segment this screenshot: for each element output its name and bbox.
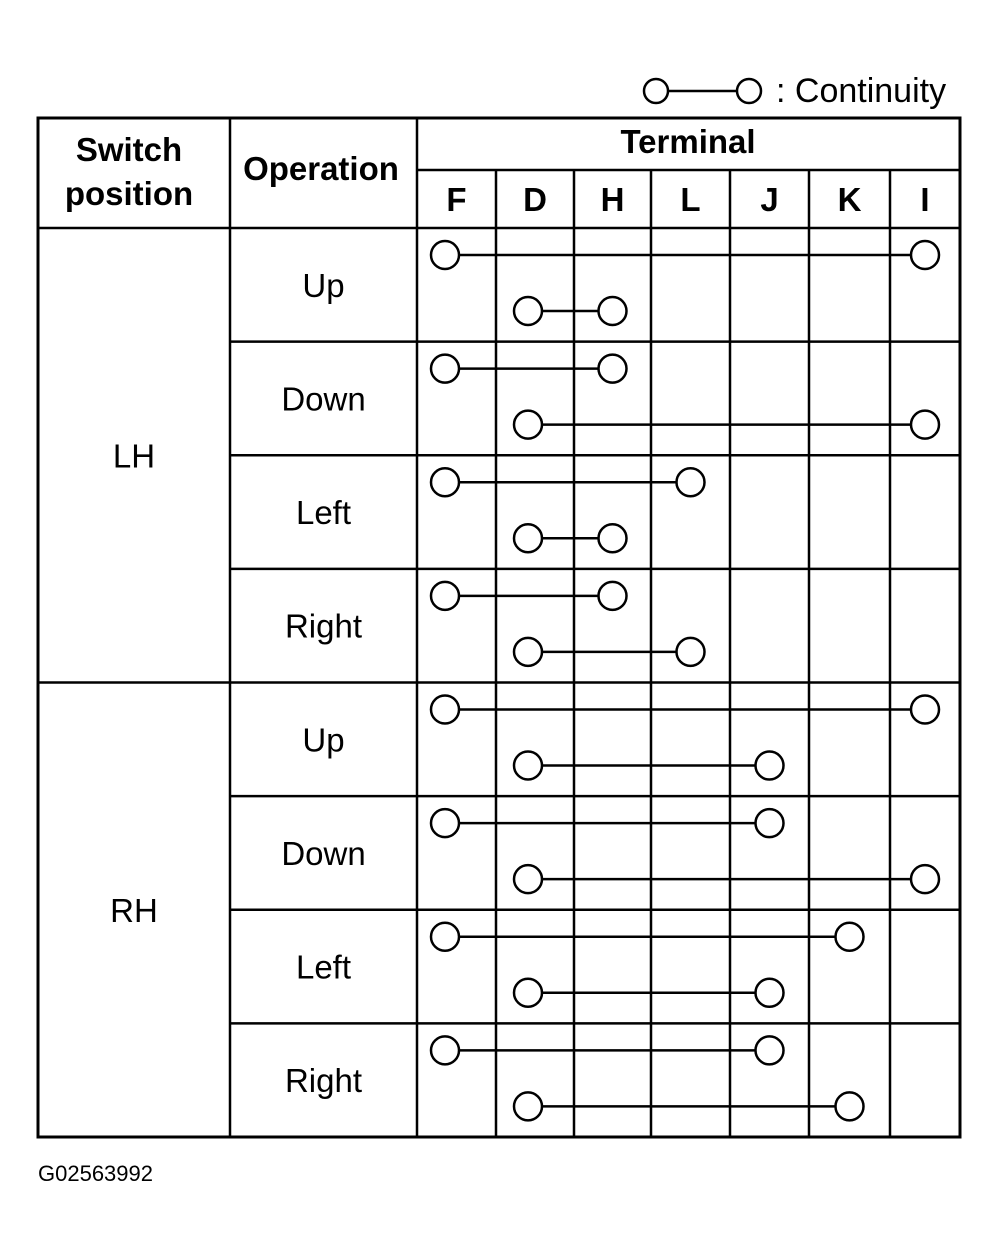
terminal-label-h: H (600, 181, 625, 218)
continuity-lh-up-f-i (431, 241, 939, 269)
operation-label-up: Up (302, 266, 345, 304)
switch-position-header-line1: Switch (75, 131, 183, 168)
terminal-node-i (911, 865, 939, 893)
continuity-rh-up-d-j (514, 752, 784, 780)
operation-label-left: Left (295, 494, 352, 532)
table-frame (38, 118, 960, 1137)
terminal-node-d (514, 638, 542, 666)
operation-label-right: Right (284, 1062, 363, 1100)
terminal-node-j (756, 979, 784, 1007)
continuity-rh-left-d-j (514, 979, 784, 1007)
continuity-lh-left-f-l (431, 468, 705, 496)
continuity-connections (431, 241, 939, 1120)
figure-code: G02563992 (38, 1161, 153, 1186)
switch-position-rh: RH (110, 891, 158, 929)
terminal-node-l (677, 638, 705, 666)
terminal-node-f (431, 696, 459, 724)
operation-label-down: Down (281, 380, 366, 418)
continuity-rh-up-f-i (431, 696, 939, 724)
terminal-node-j (756, 809, 784, 837)
terminal-node-d (514, 524, 542, 552)
continuity-symbol-icon (644, 79, 761, 103)
terminal-node-f (431, 468, 459, 496)
terminal-node-f (431, 355, 459, 383)
terminal-node-f (431, 1036, 459, 1064)
terminal-node-l (677, 468, 705, 496)
operation-label-down: Down (281, 834, 366, 872)
continuity-lh-down-f-h (431, 355, 627, 383)
terminal-node-i (911, 241, 939, 269)
operation-label-up: Up (302, 721, 345, 759)
terminal-node-k (836, 1092, 864, 1120)
terminal-label-j: J (760, 181, 779, 218)
continuity-lh-right-f-h (431, 582, 627, 610)
terminal-node-d (514, 865, 542, 893)
terminal-node-j (756, 752, 784, 780)
terminal-header: Terminal (620, 123, 756, 160)
terminal-node-d (514, 297, 542, 325)
terminal-label-l: L (680, 181, 701, 218)
legend (644, 72, 946, 110)
terminal-label-i: I (920, 181, 930, 218)
terminal-node-d (514, 1092, 542, 1120)
switch-position-lh: LH (112, 437, 156, 475)
terminal-node-f (431, 241, 459, 269)
continuity-lh-left-d-h (514, 524, 627, 552)
terminal-node-d (514, 411, 542, 439)
terminal-node-j (756, 1036, 784, 1064)
continuity-lh-down-d-i (514, 411, 939, 439)
continuity-lh-up-d-h (514, 297, 627, 325)
continuity-rh-down-d-i (514, 865, 939, 893)
operation-label-left: Left (295, 948, 352, 986)
terminal-node-f (431, 923, 459, 951)
terminal-node-h (599, 582, 627, 610)
legend-label: : Continuity (776, 72, 947, 110)
terminal-node-f (431, 809, 459, 837)
operation-header: Operation (243, 150, 399, 187)
switch-position-header-line2: position (64, 175, 194, 212)
continuity-lh-right-d-l (514, 638, 705, 666)
table-grid (38, 118, 960, 1137)
terminal-node-i (911, 696, 939, 724)
terminal-node-f (431, 582, 459, 610)
terminal-node-k (836, 923, 864, 951)
continuity-rh-right-d-k (514, 1092, 864, 1120)
terminal-node-h (599, 297, 627, 325)
terminal-node-h (599, 355, 627, 383)
terminal-label-d: D (523, 181, 547, 218)
terminal-labels (446, 181, 929, 218)
terminal-node-d (514, 752, 542, 780)
terminal-node-d (514, 979, 542, 1007)
terminal-node-i (911, 411, 939, 439)
operation-label-right: Right (284, 607, 363, 645)
terminal-label-f: F (446, 181, 467, 218)
terminal-label-k: K (837, 181, 862, 218)
terminal-node-h (599, 524, 627, 552)
